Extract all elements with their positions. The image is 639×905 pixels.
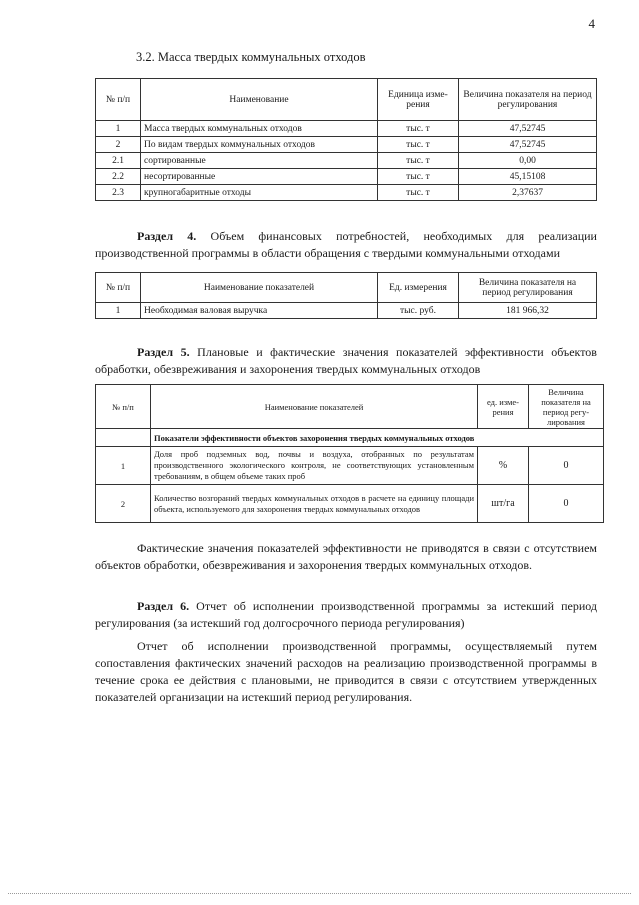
col-header-name: Наименование показателей — [141, 273, 378, 303]
table-row — [96, 303, 597, 319]
col-header-value: Величина показателя на период регу- лирования — [529, 385, 604, 429]
col-header-unit: ед. изме- рения — [478, 385, 529, 429]
row-name: Доля проб подземных вод, почвы и воздуха, отобранных по результатам производственного экологического контроля, не соответствующих установленным требованиям, в общем объеме таких проб — [151, 447, 478, 485]
waste-mass-table — [95, 78, 597, 201]
section-6-label: Раздел 6. — [137, 599, 190, 613]
financial-needs-table — [95, 272, 597, 319]
group-header: Показатели эффективности объектов захоронения твердых коммунальных отходов — [151, 429, 604, 447]
row-name: Необходимая валовая выручка — [141, 303, 378, 319]
row-value: 181 966,32 — [459, 303, 597, 319]
row-unit: тыс. т — [378, 121, 459, 137]
efficiency-table — [95, 384, 604, 523]
row-unit: шт/га — [478, 485, 529, 523]
row-num: 2 — [96, 137, 141, 153]
row-unit: тыс. т — [378, 169, 459, 185]
table-row — [96, 447, 604, 485]
col-header-value: Величина показателя на период регулирования — [459, 79, 597, 121]
row-num: 2.1 — [96, 153, 141, 169]
row-value: 47,52745 — [459, 121, 597, 137]
page-number: 4 — [588, 16, 595, 31]
row-unit: % — [478, 447, 529, 485]
section-5-label: Раздел 5. — [137, 345, 190, 359]
row-num: 2.2 — [96, 169, 141, 185]
row-name: По видам твердых коммунальных отходов — [141, 137, 378, 153]
footer-divider — [8, 893, 631, 894]
row-num: 2 — [96, 485, 151, 523]
row-name: Масса твердых коммунальных отходов — [141, 121, 378, 137]
col-header-value: Величина показателя на период регулирования — [459, 273, 597, 303]
col-header-num: № п/п — [96, 79, 141, 121]
row-value: 45,15108 — [459, 169, 597, 185]
col-header-name: Наименование показателей — [151, 385, 478, 429]
row-name: сортированные — [141, 153, 378, 169]
section-6-heading — [95, 598, 597, 632]
section-4-heading — [95, 228, 597, 262]
col-header-num: № п/п — [96, 385, 151, 429]
row-value: 0,00 — [459, 153, 597, 169]
row-unit: тыс. т — [378, 137, 459, 153]
section-4-label: Раздел 4. — [137, 229, 197, 243]
row-unit: тыс. т — [378, 153, 459, 169]
table-row — [96, 121, 597, 137]
table-row — [96, 185, 597, 201]
row-name: несортированные — [141, 169, 378, 185]
section-5-text: Плановые и фактические значения показателей эффективности объектов обработки, обезвреживания и захоронения твердых коммунальных отходов — [95, 345, 597, 376]
section-4-text: Объем финансовых потребностей, необходимых для реализации производственной программы в области обращения с твердыми коммунальными отходами — [95, 229, 597, 260]
table-row — [96, 169, 597, 185]
group-spacer — [96, 429, 151, 447]
row-name: Количество возгораний твердых коммунальных отходов в расчете на единицу площади объекта, используемого для захоронения твердых коммунальных отходов — [151, 485, 478, 523]
col-header-unit: Единица изме- рения — [378, 79, 459, 121]
row-num: 2.3 — [96, 185, 141, 201]
col-header-num: № п/п — [96, 273, 141, 303]
section-6-body: Отчет об исполнении производственной программы, осуществляемый путем сопоставления фактических значений расходов на реализацию производственной программы в течение срока ее действия с плановыми, не приводится в связи с отсутствием утвержденных показателей организации на истекший период регулирования. — [95, 639, 597, 704]
row-num: 1 — [96, 303, 141, 319]
row-num: 1 — [96, 447, 151, 485]
col-header-name: Наименование — [141, 79, 378, 121]
row-value: 0 — [529, 447, 604, 485]
table-row — [96, 137, 597, 153]
col-header-unit: Ед. измерения — [378, 273, 459, 303]
section-5-note: Фактические значения показателей эффективности не приводятся в связи с отсутствием объектов обработки, обезвреживания и захоронения твердых коммунальных отходов. — [95, 541, 597, 572]
section-6-text: Отчет об исполнении производственной программы за истекший период регулирования (за истекший год долгосрочного периода регулирования) — [95, 599, 597, 630]
row-value: 2,37637 — [459, 185, 597, 201]
table-row — [96, 485, 604, 523]
row-num: 1 — [96, 121, 141, 137]
section-5-heading — [95, 344, 597, 378]
row-name: крупногабаритные отходы — [141, 185, 378, 201]
row-unit: тыс. т — [378, 185, 459, 201]
row-unit: тыс. руб. — [378, 303, 459, 319]
table-row — [96, 153, 597, 169]
row-value: 0 — [529, 485, 604, 523]
row-value: 47,52745 — [459, 137, 597, 153]
section-3-2-title: 3.2. Масса твердых коммунальных отходов — [136, 50, 366, 64]
